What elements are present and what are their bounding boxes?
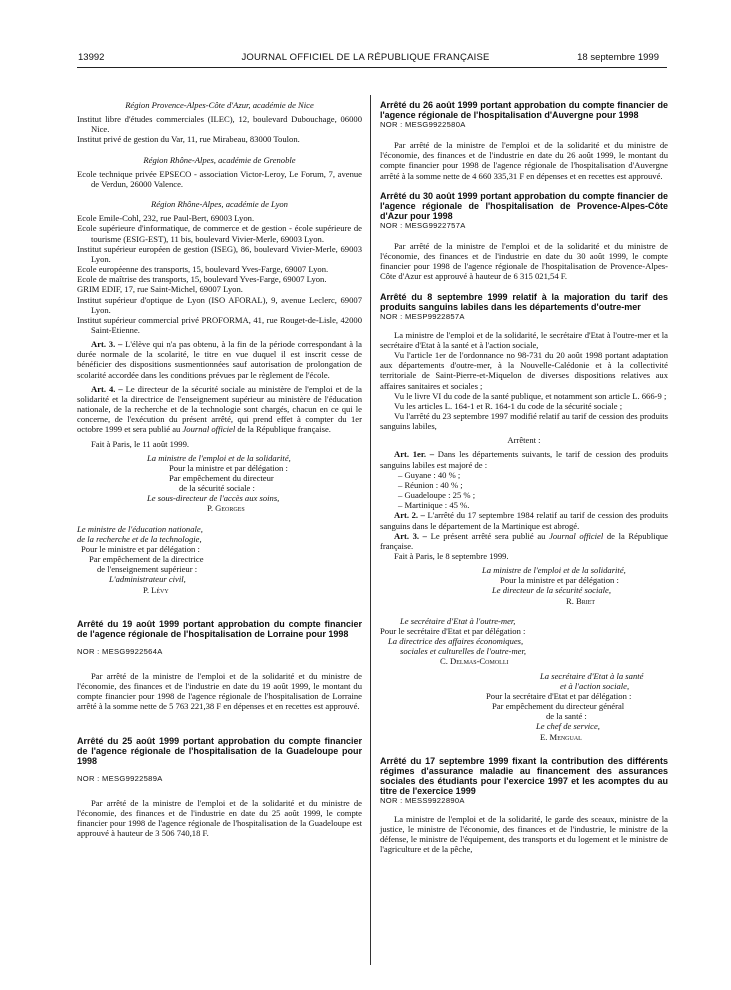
article-label: Art. 4. – bbox=[91, 383, 123, 394]
decree-title-lorraine: Arrêté du 19 août 1999 portant approbation du compte financier de l'agence régionale de l'hospitalisation de Lorraine pour 1998 bbox=[77, 618, 362, 639]
signing-date: Fait à Paris, le 11 août 1999. bbox=[91, 438, 190, 449]
decree-text: La ministre de l'emploi et de la solidarité, le garde des sceaux, ministre de la justice, le ministre de l'économie, des finances et de l'industrie, le ministre de la défense, le ministre de l'équipement, des transports et du logement et le ministre de l'agriculture et de la pêche, bbox=[380, 813, 668, 855]
school-entry: Ecole de maîtrise des transports, 15, boulevard Yves-Farge, 69007 Lyon. bbox=[77, 274, 327, 285]
signature-line: Par empêchement du directeur général bbox=[492, 701, 625, 712]
page-header bbox=[0, 52, 731, 66]
signature-line: Le sous-directeur de l'accès aux soins, bbox=[147, 493, 280, 504]
school-entry: Ecole Emile-Cohl, 232, rue Paul-Bert, 69003 Lyon. bbox=[77, 213, 255, 224]
decree-title-blood-products: Arrêté du 8 septembre 1999 relatif à la majoration du tarif des produits sanguins labiles dans les départements d'outre-mer bbox=[380, 291, 668, 312]
decree-title-guadeloupe: Arrêté du 25 août 1999 portant approbation du compte financier de l'agence régionale de l'hospitalisation de la Guadeloupe pour 1998 bbox=[77, 735, 362, 766]
signature-line: Le ministre de l'éducation nationale, bbox=[77, 523, 203, 534]
signature-line: sociales et culturelles de l'outre-mer, bbox=[400, 646, 527, 657]
vu-clause: Vu l'arrêté du 23 septembre 1997 modifié relatif au tarif de cession des produits sanguins labiles, bbox=[380, 410, 668, 432]
school-entry: Institut supérieur d'optique de Lyon (ISO AFORAL), 9, avenue Leclerc, 69007 Lyon. bbox=[77, 294, 362, 315]
decree-text: Par arrêté de la ministre de l'emploi et de la solidarité et du ministre de l'économie, des finances et de l'industrie en date du 30 août 1999, le compte financier pour 1998 de l'agence régionale de l'hospitalisation de Provence-Alpes-Côte d'Azur est approuvé à hauteur de 6 315 021,54 F. bbox=[380, 240, 668, 282]
nor-reference: NOR : MESG9922757A bbox=[380, 220, 466, 230]
list-item: – Guyane : 40 % ; bbox=[398, 469, 461, 480]
decree-title-paca: Arrêté du 30 août 1999 portant approbation du compte financier de l'agence régionale de l'hospitalisation de Provence-Alpes-Côte d'Azur pour 1998 bbox=[380, 190, 668, 221]
signatory-name: E. Mengual bbox=[540, 731, 582, 742]
school-entry: Ecole supérieure d'informatique, de commerce et de gestion - école supérieure de tourisme (ESIG-EST), 11 bis, boulevard Vivier-Merle, 69003 Lyon. bbox=[77, 223, 362, 244]
nor-reference: NOR : MESS9922890A bbox=[380, 795, 465, 805]
signature-line: Par empêchement de la directrice bbox=[89, 554, 204, 565]
signature-line: Le secrétaire d'Etat à l'outre-mer, bbox=[400, 615, 516, 626]
header-rule bbox=[77, 67, 667, 68]
signature-line: La ministre de l'emploi et de la solidarité, bbox=[147, 452, 291, 463]
journal-title: JOURNAL OFFICIEL DE LA RÉPUBLIQUE FRANÇAISE bbox=[241, 52, 490, 63]
article-text: Le présent arrêté sera publié au bbox=[426, 530, 550, 541]
nor-reference: NOR : MESG9922589A bbox=[77, 773, 163, 783]
signing-date: Fait à Paris, le 8 septembre 1999. bbox=[394, 551, 509, 561]
signature-line: de l'enseignement supérieur : bbox=[97, 564, 198, 575]
list-item: – Martinique : 45 %. bbox=[398, 500, 470, 511]
journal-reference: Journal officiel bbox=[549, 530, 604, 541]
vu-clause: Vu le livre VI du code de la santé publique, et notamment son article L. 666-9 ; bbox=[394, 390, 667, 401]
signatory-name: C. Delmas-Comolli bbox=[440, 656, 509, 667]
article-text: Le directeur de la sécurité sociale au ministère de l'emploi et de la solidarité et la directrice de l'enseignement supérieur au ministère de l'éducation nationale, de la recherche et de la technologie sont chargés, chacun en ce qui le concerne, de l'exécution du présent arrêté, qui prend effet à compter du 1er octobre 1999 et sera publié au bbox=[77, 383, 362, 435]
signature-line: L'administrateur civil, bbox=[109, 574, 186, 585]
signature-line: La secrétaire d'Etat à la santé bbox=[540, 670, 644, 681]
signature-line: Pour la secrétaire d'Etat et par délégation : bbox=[486, 690, 632, 701]
column-divider bbox=[370, 95, 371, 965]
signature-line: Le directeur de la sécurité sociale, bbox=[492, 585, 612, 596]
signature-line: de la sécurité sociale : bbox=[179, 483, 255, 494]
vu-clause: Vu les articles L. 164-1 et R. 164-1 du code de la sécurité sociale ; bbox=[394, 400, 623, 411]
article-label: Art. 1er. – bbox=[394, 449, 435, 460]
signature-line: et à l'action sociale, bbox=[560, 680, 630, 691]
article-label: Art. 2. – bbox=[394, 510, 425, 521]
left-column bbox=[77, 100, 362, 838]
article-2 bbox=[380, 510, 668, 530]
nor-reference: NOR : MESG9922564A bbox=[77, 646, 163, 656]
decree-text: Par arrêté de la ministre de l'emploi et de la solidarité et du ministre de l'économie, des finances et de l'industrie en date du 25 août 1999, le compte financier pour 1998 de l'agence régionale de l'hospitalisation de la Guadeloupe est approuvé à hauteur de 3 506 740,18 F. bbox=[77, 797, 362, 839]
vu-clause: Vu l'article 1er de l'ordonnance no 98-731 du 20 août 1998 portant adaptation aux départements d'outre-mer, à la Nouvelle-Calédonie et à la collectivité territoriale de Saint-Pierre-et-Miquelon de diverses dispositions relatives aux affaires sanitaires et sociales ; bbox=[380, 350, 668, 391]
article-1 bbox=[380, 449, 668, 469]
signature-line: de la santé : bbox=[546, 711, 587, 722]
signature-line: La directrice des affaires économiques, bbox=[388, 636, 524, 647]
signature-line: Par empêchement du directeur bbox=[169, 473, 274, 483]
school-entry: Institut supérieur commercial privé PROFORMA, 41, rue Rouget-de-Lisle, 42000 Saint-Etienne. bbox=[77, 314, 362, 335]
article-4 bbox=[77, 384, 362, 435]
region-heading: Région Rhône-Alpes, académie de Lyon bbox=[151, 199, 288, 210]
journal-reference: Journal officiel bbox=[182, 424, 236, 435]
decree-text: Par arrêté de la ministre de l'emploi et de la solidarité et du ministre de l'économie, des finances et de l'industrie en date du 19 août 1999, le montant du compte financier pour 1998 de l'agence régionale de l'hospitalisation de Lorraine arrêté à la somme nette de 5 763 221,38 F en dépenses et en recettes est approuvé. bbox=[77, 670, 362, 712]
signature-line: de la recherche et de la technologie, bbox=[77, 533, 202, 544]
signatory-name: P. Georges bbox=[207, 503, 245, 514]
school-entry: Institut libre d'études commerciales (ILEC), 12, boulevard Dubouchage, 06000 Nice. bbox=[77, 114, 362, 135]
school-entry: Institut privé de gestion du Var, 11, rue Mirabeau, 83000 Toulon. bbox=[77, 134, 300, 145]
decree-title-auvergne: Arrêté du 26 août 1999 portant approbation du compte financier de l'agence régionale de l'hospitalisation d'Auvergne pour 1998 bbox=[380, 100, 668, 120]
article-text: de la République française. bbox=[380, 530, 669, 551]
article-label: Art. 3. – bbox=[394, 530, 427, 541]
right-column bbox=[380, 100, 668, 854]
region-heading: Région Rhône-Alpes, académie de Grenoble bbox=[143, 154, 296, 165]
school-entry: Institut supérieur européen de gestion (ISEG), 86, boulevard Vivier-Merle, 69003 Lyon. bbox=[77, 243, 362, 264]
page-number: 13992 bbox=[78, 52, 105, 63]
article-text: L'élève qui n'a pas obtenu, à la fin de la période correspondant à la durée normale de la scolarité, le titre en vue duquel il est inscrit cesse de bénéficier des dispositions susmentionnées sauf autorisation de prolongation de scolarité accordée dans les conditions prévues par le règlement de l'école. bbox=[77, 339, 362, 380]
article-3 bbox=[380, 531, 668, 551]
signature-line: Pour la ministre et par délégation : bbox=[169, 462, 288, 473]
signature-line: La ministre de l'emploi et de la solidarité, bbox=[482, 565, 626, 576]
signature-line: Le chef de service, bbox=[536, 721, 600, 732]
decree-text: Par arrêté de la ministre de l'emploi et de la solidarité et du ministre de l'économie, des finances et de l'industrie en date du 26 août 1999, le montant du compte financier pour 1998 de l'agence régionale de l'hospitalisation d'Auvergne arrêté à la somme nette de 4 660 335,31 F en dépenses et en recettes est approuvé. bbox=[380, 140, 668, 181]
school-entry: Ecole technique privée EPSECO - association Victor-Leroy, Le Forum, 7, avenue de Verdun, 26000 Valence. bbox=[77, 168, 362, 189]
school-entry: GRIM EDIF, 17, rue Saint-Michel, 69007 Lyon. bbox=[77, 284, 243, 295]
article-3 bbox=[77, 339, 362, 380]
article-label: Art. 3. – bbox=[91, 339, 123, 350]
decree-intro: La ministre de l'emploi et de la solidarité, le secrétaire d'Etat à l'outre-mer et la secrétaire d'Etat à la santé et à l'action sociale, bbox=[380, 329, 668, 350]
signatory-name: P. Lévy bbox=[143, 584, 169, 595]
decree-title-student-insurance: Arrêté du 17 septembre 1999 fixant la contribution des différents régimes d'assurance maladie au financement des assurances sociales des étudiants pour l'exercice 1997 et les acomptes du au titre de l'exercice 1999 bbox=[380, 755, 668, 796]
signature-line: Pour le secrétaire d'Etat et par délégation : bbox=[380, 625, 526, 636]
school-entry: Ecole européenne des transports, 15, boulevard Yves-Farge, 69007 Lyon. bbox=[77, 264, 329, 275]
arretent-heading: Arrêtent : bbox=[507, 435, 541, 446]
signature-line: Pour le ministre et par délégation : bbox=[81, 543, 200, 554]
region-heading: Région Provence-Alpes-Côte d'Azur, académie de Nice bbox=[125, 100, 314, 110]
nor-reference: NOR : MESG9922580A bbox=[380, 120, 466, 129]
article-text: L'arrêté du 17 septembre 1984 relatif au tarif de cession des produits sanguins dans le département de la Martinique est abrogé. bbox=[380, 510, 668, 531]
issue-date: 18 septembre 1999 bbox=[577, 52, 659, 63]
signature-line: Pour la ministre et par délégation : bbox=[500, 575, 619, 586]
article-text: de la République française. bbox=[235, 424, 331, 435]
signatory-name: R. Briet bbox=[566, 595, 596, 606]
list-item: – Guadeloupe : 25 % ; bbox=[398, 490, 476, 501]
list-item: – Réunion : 40 % ; bbox=[398, 479, 463, 490]
article-text: Dans les départements suivants, le tarif de cession des produits sanguins labiles est majoré de : bbox=[380, 449, 668, 470]
nor-reference: NOR : MESP9922857A bbox=[380, 311, 465, 321]
